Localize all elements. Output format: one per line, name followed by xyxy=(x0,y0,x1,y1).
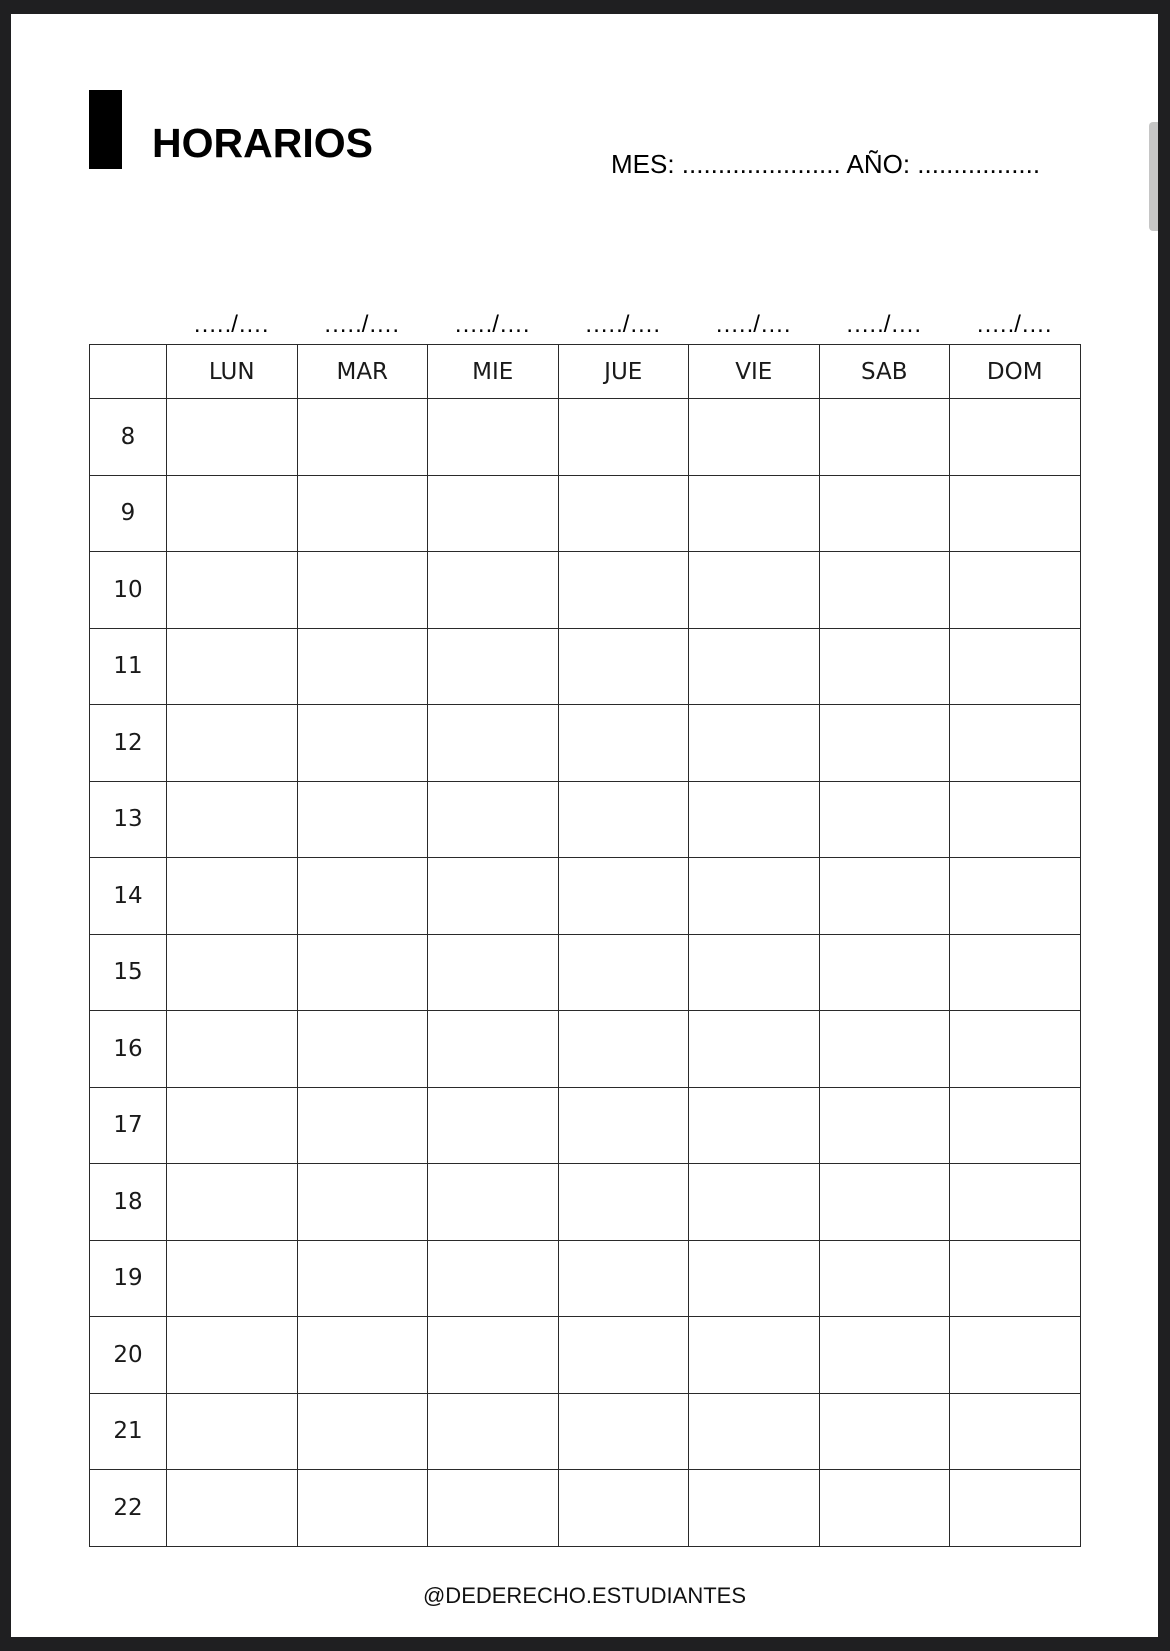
hour-label: 12 xyxy=(90,705,167,782)
table-header-row xyxy=(90,345,1081,399)
date-placeholder-mar: .…./…. xyxy=(324,311,400,338)
schedule-cell xyxy=(167,1240,298,1317)
hour-label: 20 xyxy=(90,1317,167,1394)
schedule-cell xyxy=(819,934,950,1011)
table-row xyxy=(90,934,1081,1011)
day-header-jue: JUE xyxy=(558,345,689,399)
schedule-cell xyxy=(689,705,820,782)
schedule-cell xyxy=(819,1393,950,1470)
schedule-cell xyxy=(428,934,559,1011)
schedule-cell xyxy=(167,934,298,1011)
day-header-lun: LUN xyxy=(167,345,298,399)
schedule-cell xyxy=(558,1317,689,1394)
table-row xyxy=(90,1470,1081,1547)
schedule-cell xyxy=(167,781,298,858)
hour-label: 15 xyxy=(90,934,167,1011)
schedule-cell xyxy=(167,552,298,629)
schedule-cell xyxy=(819,552,950,629)
schedule-cell xyxy=(558,781,689,858)
schedule-cell xyxy=(689,1470,820,1547)
schedule-cell xyxy=(558,399,689,476)
schedule-cell xyxy=(297,705,428,782)
day-header-sab: SAB xyxy=(819,345,950,399)
schedule-cell xyxy=(950,1317,1081,1394)
table-row xyxy=(90,399,1081,476)
schedule-cell xyxy=(689,1240,820,1317)
schedule-cell xyxy=(950,705,1081,782)
hour-label: 17 xyxy=(90,1087,167,1164)
schedule-cell xyxy=(167,858,298,935)
schedule-cell xyxy=(428,1317,559,1394)
hour-label: 10 xyxy=(90,552,167,629)
schedule-cell xyxy=(950,781,1081,858)
page-title: HORARIOS xyxy=(152,120,373,166)
schedule-cell xyxy=(689,475,820,552)
date-placeholder-sab: .…./…. xyxy=(846,311,922,338)
schedule-cell xyxy=(819,781,950,858)
schedule-cell xyxy=(950,1240,1081,1317)
table-row xyxy=(90,1011,1081,1088)
schedule-cell xyxy=(689,552,820,629)
table-row xyxy=(90,1317,1081,1394)
schedule-cell xyxy=(297,858,428,935)
day-header-dom: DOM xyxy=(950,345,1081,399)
schedule-cell xyxy=(167,705,298,782)
schedule-cell xyxy=(689,781,820,858)
schedule-cell xyxy=(167,475,298,552)
table-row xyxy=(90,552,1081,629)
schedule-cell xyxy=(950,399,1081,476)
hour-label: 14 xyxy=(90,858,167,935)
schedule-cell xyxy=(819,475,950,552)
schedule-cell xyxy=(689,1393,820,1470)
schedule-cell xyxy=(558,1087,689,1164)
schedule-cell xyxy=(558,1240,689,1317)
schedule-cell xyxy=(297,1164,428,1241)
schedule-cell xyxy=(689,934,820,1011)
schedule-cell xyxy=(297,1470,428,1547)
date-placeholder-mie: .…./…. xyxy=(454,311,530,338)
schedule-cell xyxy=(297,1011,428,1088)
table-row xyxy=(90,1393,1081,1470)
hour-label: 18 xyxy=(90,1164,167,1241)
schedule-cell xyxy=(428,858,559,935)
schedule-cell xyxy=(428,1393,559,1470)
table-row xyxy=(90,1240,1081,1317)
schedule-cell xyxy=(689,1087,820,1164)
title-accent-bar xyxy=(89,90,122,169)
hour-label: 19 xyxy=(90,1240,167,1317)
schedule-cell xyxy=(689,1317,820,1394)
schedule-cell xyxy=(950,858,1081,935)
schedule-cell xyxy=(819,399,950,476)
schedule-cell xyxy=(428,1087,559,1164)
schedule-cell xyxy=(819,1011,950,1088)
schedule-cell xyxy=(819,1240,950,1317)
schedule-cell xyxy=(819,1087,950,1164)
schedule-cell xyxy=(819,628,950,705)
table-row xyxy=(90,628,1081,705)
date-placeholder-lun: .…./…. xyxy=(193,311,269,338)
schedule-cell xyxy=(297,1240,428,1317)
schedule-cell xyxy=(558,858,689,935)
hour-label: 13 xyxy=(90,781,167,858)
schedule-cell xyxy=(428,705,559,782)
schedule-cell xyxy=(428,475,559,552)
hour-label: 16 xyxy=(90,1011,167,1088)
schedule-cell xyxy=(689,1011,820,1088)
schedule-cell xyxy=(689,1164,820,1241)
schedule-cell xyxy=(950,1164,1081,1241)
schedule-cell xyxy=(950,552,1081,629)
hour-label: 21 xyxy=(90,1393,167,1470)
date-placeholder-jue: .…./…. xyxy=(585,311,661,338)
schedule-cell xyxy=(819,858,950,935)
schedule-cell xyxy=(428,1240,559,1317)
schedule-cell xyxy=(167,1393,298,1470)
schedule-cell xyxy=(428,628,559,705)
hour-label: 22 xyxy=(90,1470,167,1547)
schedule-cell xyxy=(558,934,689,1011)
day-header-mie: MIE xyxy=(428,345,559,399)
schedule-cell xyxy=(167,1164,298,1241)
schedule-cell xyxy=(297,781,428,858)
schedule-cell xyxy=(950,934,1081,1011)
hour-label: 8 xyxy=(90,399,167,476)
schedule-body xyxy=(90,399,1081,1547)
schedule-cell xyxy=(558,1470,689,1547)
schedule-cell xyxy=(297,552,428,629)
schedule-cell xyxy=(558,552,689,629)
schedule-cell xyxy=(297,628,428,705)
schedule-cell xyxy=(167,1317,298,1394)
schedule-cell xyxy=(819,1164,950,1241)
schedule-cell xyxy=(558,1164,689,1241)
schedule-cell xyxy=(428,1011,559,1088)
footer-credit: @DEDERECHO.ESTUDIANTES xyxy=(422,1583,747,1608)
table-row xyxy=(90,1164,1081,1241)
scrollbar-thumb[interactable] xyxy=(1149,122,1158,231)
schedule-cell xyxy=(950,1393,1081,1470)
schedule-cell xyxy=(558,705,689,782)
schedule-cell xyxy=(167,1470,298,1547)
hour-label: 9 xyxy=(90,475,167,552)
schedule-cell xyxy=(167,1011,298,1088)
schedule-cell xyxy=(297,399,428,476)
schedule-cell xyxy=(819,1470,950,1547)
hour-label: 11 xyxy=(90,628,167,705)
schedule-cell xyxy=(297,1317,428,1394)
schedule-cell xyxy=(428,1470,559,1547)
schedule-cell xyxy=(428,552,559,629)
schedule-cell xyxy=(167,1087,298,1164)
schedule-cell xyxy=(950,628,1081,705)
table-row xyxy=(90,1087,1081,1164)
schedule-cell xyxy=(428,399,559,476)
schedule-cell xyxy=(428,1164,559,1241)
corner-cell xyxy=(90,345,167,399)
schedule-cell xyxy=(558,475,689,552)
date-placeholder-row xyxy=(89,310,1080,340)
table-row xyxy=(90,705,1081,782)
schedule-cell xyxy=(950,1011,1081,1088)
table-row xyxy=(90,858,1081,935)
month-year-field: MES: ...................... AÑO: ................. xyxy=(611,149,1041,179)
schedule-cell xyxy=(689,858,820,935)
schedule-cell xyxy=(558,628,689,705)
schedule-cell xyxy=(167,399,298,476)
table-row xyxy=(90,475,1081,552)
schedule-table xyxy=(89,344,1081,1547)
schedule-cell xyxy=(297,1087,428,1164)
schedule-cell xyxy=(297,475,428,552)
schedule-cell xyxy=(558,1011,689,1088)
day-header-mar: MAR xyxy=(297,345,428,399)
table-row xyxy=(90,781,1081,858)
document-page xyxy=(11,14,1158,1637)
schedule-cell xyxy=(167,628,298,705)
schedule-cell xyxy=(950,1470,1081,1547)
schedule-cell xyxy=(689,399,820,476)
schedule-cell xyxy=(950,1087,1081,1164)
schedule-cell xyxy=(297,1393,428,1470)
day-header-vie: VIE xyxy=(689,345,820,399)
schedule-cell xyxy=(819,705,950,782)
schedule-cell xyxy=(428,781,559,858)
date-row-spacer xyxy=(89,310,166,340)
date-placeholder-dom: .…./…. xyxy=(976,311,1052,338)
schedule-cell xyxy=(558,1393,689,1470)
schedule-cell xyxy=(297,934,428,1011)
schedule-cell xyxy=(689,628,820,705)
schedule-cell xyxy=(950,475,1081,552)
date-placeholder-vie: .…./…. xyxy=(715,311,791,338)
schedule-cell xyxy=(819,1317,950,1394)
